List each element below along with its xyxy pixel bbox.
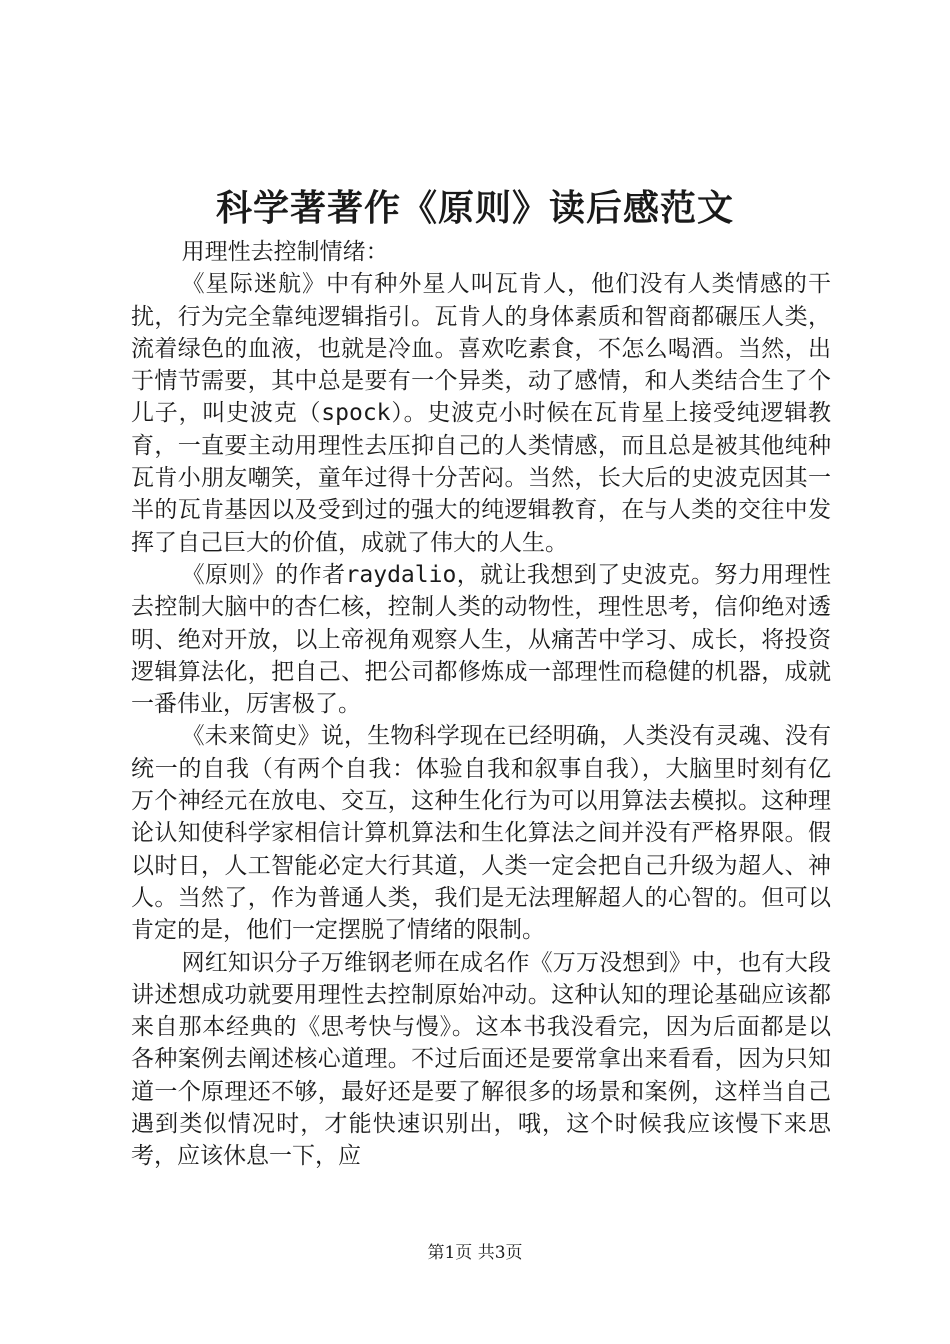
paragraph-sapiens: 《未来简史》说，生物科学现在已经明确，人类没有灵魂、没有统一的自我（有两个自我：体验自我和叙事自我），大脑里时刻有亿万个神经元在放电、交互，这种生化行为可以用算法去模拟。这种理论认知使科学家相信计算机算法和生化算法之间并没有严格界限。假以时日，人工智能必定大行其道，人类一定会把自己升级为超人、神人。当然了，作为普通人类，我们是无法理解超人的心智的。但可以肯定的是，他们一定摆脱了情绪的限制。 xyxy=(131,723,831,944)
paragraph-star-trek: 《星际迷航》中有种外星人叫瓦肯人，他们没有人类情感的干扰，行为完全靠纯逻辑指引。瓦肯人的身体素质和智商都碾压人类，流着绿色的血液，也就是冷血。喜欢吃素食，不怎么喝酒。当然，出于情节需要，其中总是要有一个异类，动了感情，和人类结合生了个儿子，叫史波克（spock）。史波克小时候在瓦肯星上接受纯逻辑教育，一直要主动用理性去压抑自己的人类情感，而且总是被其他纯种瓦肯小朋友嘲笑，童年过得十分苦闷。当然，长大后的史波克因其一半的瓦肯基因以及受到过的强大的纯逻辑教育，在与人类的交往中发挥了自己巨大的价值，成就了伟大的人生。 xyxy=(131,271,831,556)
document-title: 科学著著作《原则》读后感范文 xyxy=(215,187,734,229)
page-number-footer: 第1页 共3页 xyxy=(427,1243,523,1263)
paragraph-principles: 《原则》的作者raydalio，就让我想到了史波克。努力用理性去控制大脑中的杏仁核，控制人类的动物性，理性思考，信仰绝对透明、绝对开放，以上帝视角观察人生，从痛苦中学习、成长，将投资逻辑算法化，把自己、把公司都修炼成一部理性而稳健的机器，成就一番伟业，厉害极了。 xyxy=(131,561,831,718)
document-body xyxy=(131,236,831,1173)
paragraph-heading: 用理性去控制情绪： xyxy=(181,239,389,265)
paragraph-wan-weigang: 网红知识分子万维钢老师在成名作《万万没想到》中，也有大段讲述想成功就要用理性去控制原始冲动。这种认知的理论基础应该都来自那本经典的《思考快与慢》。这本书我没看完，因为后面都是以各种案例去阐述核心道理。不过后面还是要常拿出来看看，因为只知道一个原理还不够，最好还是要了解很多的场景和案例，这样当自己遇到类似情况时，才能快速识别出，哦，这个时候我应该慢下来思考，应该休息一下，应 xyxy=(131,949,831,1170)
